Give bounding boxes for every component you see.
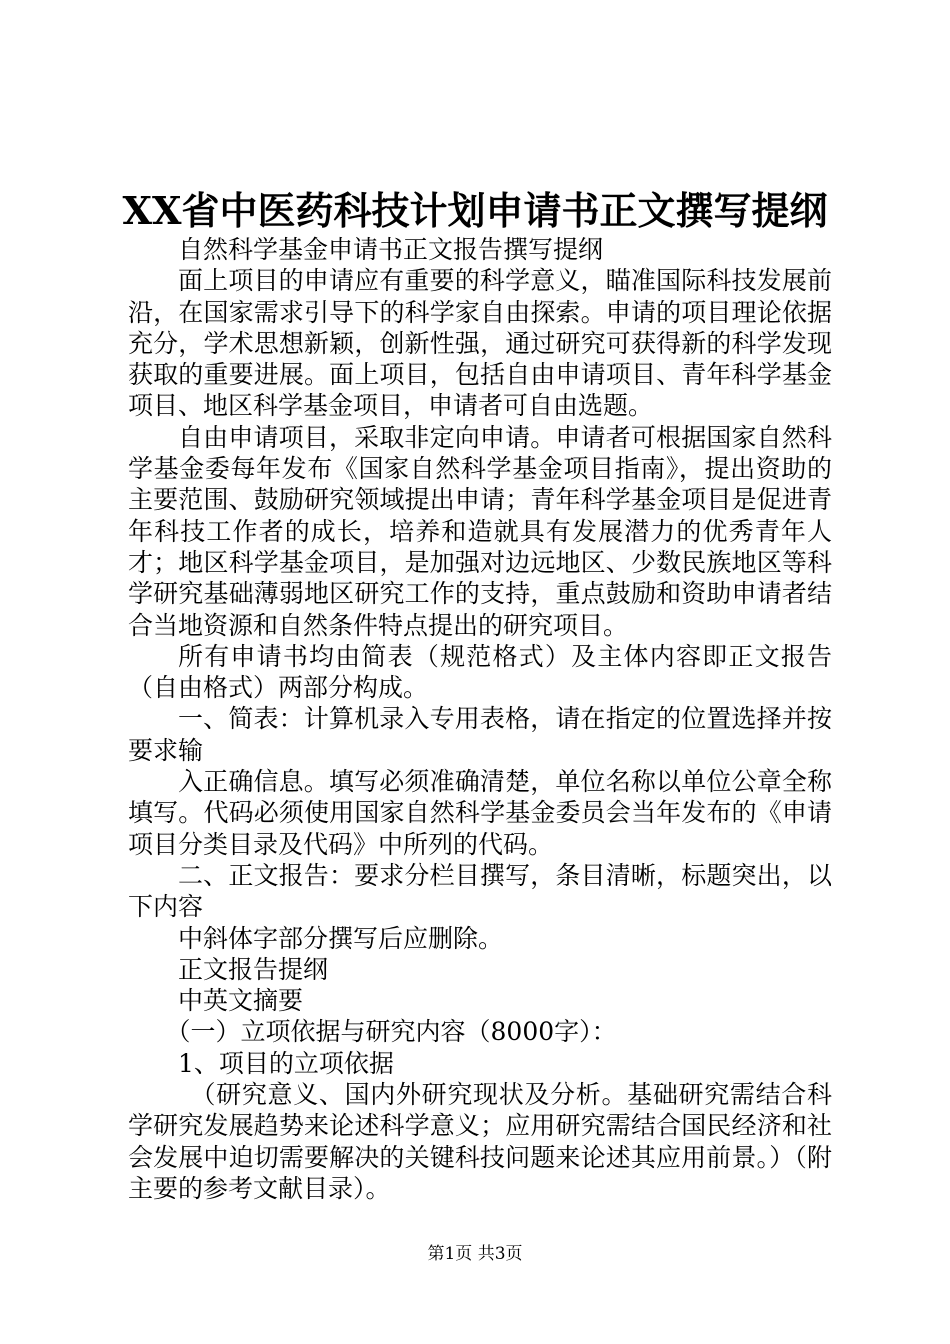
paragraph-item-one: 1、项目的立项依据 — [178, 1048, 394, 1078]
paragraph-research-significance: （研究意义、国内外研究现状及分析。基础研究需结合科学研究发展趋势来论述科学意义；应用研究需结合国民经济和社会发展中迫切需要解决的关键科技问题来论述其应用前景。）（附主要的参考文献目录）。 — [128, 1080, 832, 1203]
paragraph-composition: 所有申请书均由简表（规范格式）及主体内容即正文报告（自由格式）两部分构成。 — [128, 641, 832, 703]
paragraph-correct-info: 入正确信息。填写必须准确清楚，单位名称以单位公章全称填写。代码必须使用国家自然科学基金委员会当年发布的《申请项目分类目录及代码》中所列的代码。 — [128, 767, 832, 859]
paragraph-subtitle: 自然科学基金申请书正文报告撰写提纲 — [178, 235, 604, 264]
paragraph-italic-note: 中斜体字部分撰写后应删除。 — [178, 923, 504, 953]
page-footer: 第1页 共3页 — [427, 1244, 523, 1264]
paragraph-abstract-heading: 中英文摘要 — [178, 986, 304, 1016]
paragraph-section-one: 一、简表：计算机录入专用表格，请在指定的位置选择并按要求输 — [128, 704, 832, 765]
paragraph-section-two: 二、正文报告：要求分栏目撰写，条目清晰，标题突出，以下内容 — [128, 860, 832, 922]
document-body — [128, 234, 832, 1204]
paragraph-outline-heading: 正文报告提纲 — [178, 954, 329, 984]
document-title: XX省中医药科技计划申请书正文撰写提纲 — [122, 188, 828, 233]
paragraph-basis-heading: （一）立项依据与研究内容（8000字）： — [165, 1017, 617, 1047]
paragraph-free-application: 自由申请项目，采取非定向申请。申请者可根据国家自然科学基金委每年发布《国家自然科学基金项目指南》，提出资助的主要范围、鼓励研究领域提出申请；青年科学基金项目是促进青年科技工作者的成长，培养和造就具有发展潜力的优秀青年人才；地区科学基金项目，是加强对边远地区、少数民族地区等科学研究基础薄弱地区研究工作的支持，重点鼓励和资助申请者结合当地资源和自然条件特点提出的研究项目。 — [128, 422, 832, 640]
paragraph-general-projects: 面上项目的申请应有重要的科学意义，瞄准国际科技发展前沿，在国家需求引导下的科学家自由探索。申请的项目理论依据充分，学术思想新颖，创新性强，通过研究可获得新的科学发现获取的重要进展。面上项目，包括自由申请项目、青年科学基金项目、地区科学基金项目，申请者可自由选题。 — [128, 266, 832, 421]
